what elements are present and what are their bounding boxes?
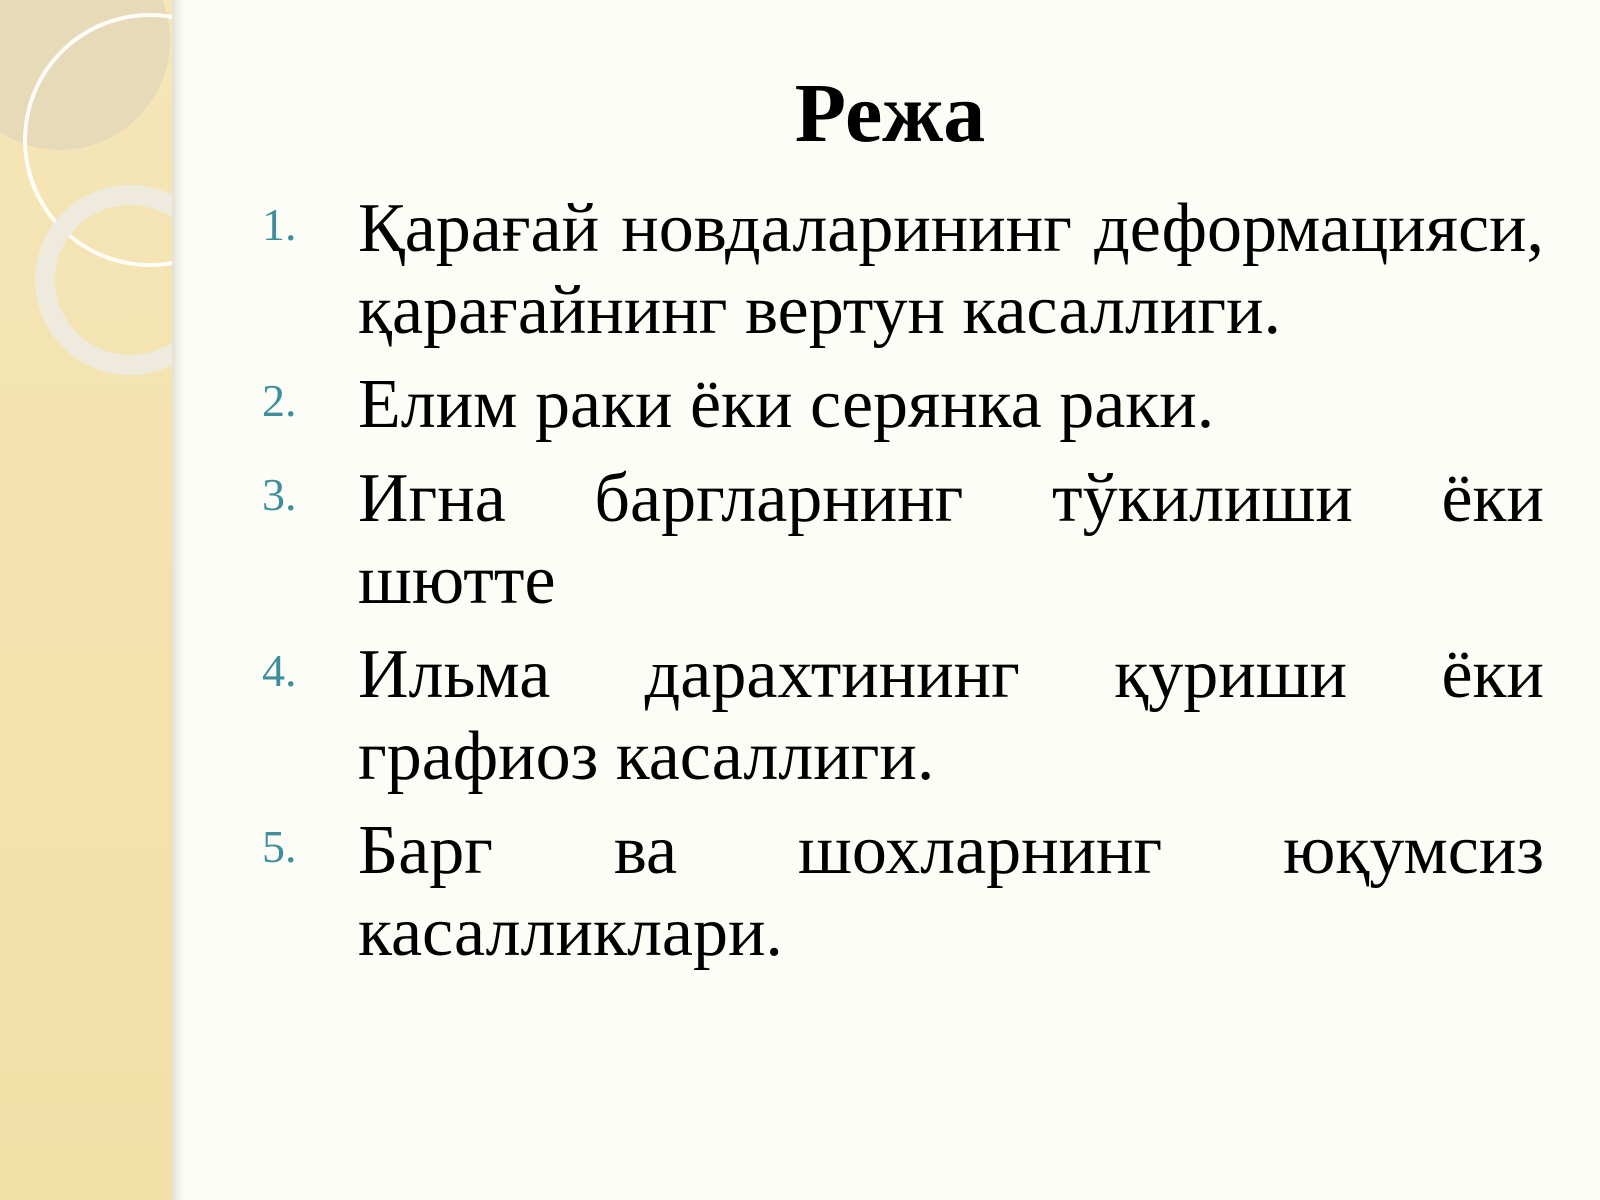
item-number: 1. xyxy=(262,199,297,250)
plan-list xyxy=(262,188,1544,986)
list-item xyxy=(262,188,1544,352)
item-number: 3. xyxy=(262,469,297,520)
item-number: 5. xyxy=(262,821,297,872)
item-text: Барг ва шохларнинг юқумсиз касалликлари. xyxy=(358,812,1544,971)
item-text: Игна баргларнинг тўкилиши ёки шютте xyxy=(358,460,1544,619)
decorative-side-panel xyxy=(0,0,172,1200)
side-panel-shadow xyxy=(172,0,184,1200)
item-number: 4. xyxy=(262,645,297,696)
slide-title: Режа xyxy=(794,67,986,160)
item-text: Елим раки ёки серянка раки. xyxy=(358,366,1215,443)
list-item xyxy=(262,458,1544,622)
item-number: 2. xyxy=(262,375,297,426)
item-text: Ильма дарахтининг қуриши ёки графиоз касаллиги. xyxy=(358,636,1544,795)
item-text: Қарағай новдаларининг деформацияси, қарағайнинг вертун касаллиги. xyxy=(358,190,1544,349)
list-item xyxy=(262,810,1544,974)
list-item xyxy=(262,364,1544,446)
decorative-circles-graphic xyxy=(0,0,172,1200)
list-item xyxy=(262,634,1544,798)
